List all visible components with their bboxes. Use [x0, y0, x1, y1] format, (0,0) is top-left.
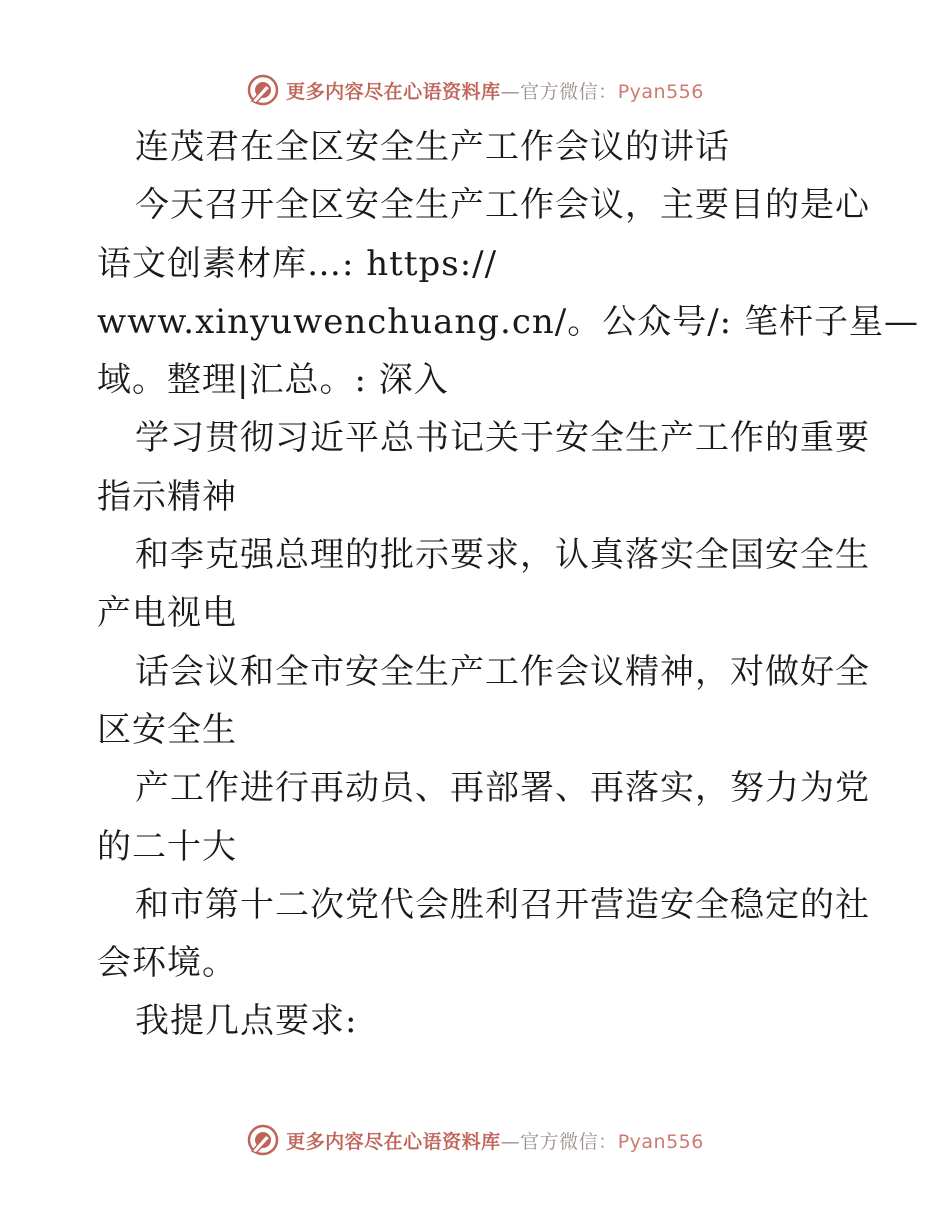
paragraph-line: 的二十大 [97, 826, 237, 867]
paragraph-line: 产电视电 [97, 593, 237, 634]
paragraph-line: www.xinyuwenchuang.cn/。公众号/: 笔杆子星— [97, 301, 919, 342]
document-title: 连茂君在全区安全生产工作会议的讲话 [135, 127, 730, 167]
paragraph-line: 指示精神 [97, 476, 237, 517]
paragraph-line: 区安全生 [97, 709, 237, 750]
footer-banner [0, 1120, 950, 1160]
banner-official-label: —官方微信： [500, 80, 618, 103]
header-banner [0, 70, 950, 110]
banner-text [286, 77, 704, 104]
paragraph-line: 我提几点要求: [135, 1001, 358, 1042]
paragraph-line: 今天召开全区安全生产工作会议，主要目的是心 [135, 185, 870, 226]
paragraph-line: 和市第十二次党代会胜利召开营造安全稳定的社 [135, 884, 870, 925]
paragraph-line: 语文创素材库…: https:// [97, 243, 498, 284]
paragraph-line: 话会议和全市安全生产工作会议精神，对做好全 [135, 651, 870, 692]
paragraph-line: 学习贯彻习近平总书记关于安全生产工作的重要 [135, 418, 870, 459]
paragraph-line: 和李克强总理的批示要求，认真落实全国安全生 [135, 535, 870, 576]
banner-wechat-handle: Pyan556 [617, 80, 704, 103]
paragraph-line: 域。整理|汇总。: 深入 [97, 360, 449, 401]
banner-official-label: —官方微信： [500, 1130, 618, 1153]
paragraph-line: 产工作进行再动员、再部署、再落实，努力为党 [135, 768, 870, 809]
banner-text [286, 1127, 704, 1154]
document-body [97, 118, 919, 1051]
pen-logo-icon [246, 1123, 280, 1157]
banner-main-text: 更多内容尽在心语资料库 [286, 80, 501, 103]
pen-logo-icon [246, 73, 280, 107]
banner-wechat-handle: Pyan556 [617, 1130, 704, 1153]
paragraph-line: 会环境。 [97, 943, 237, 984]
banner-main-text: 更多内容尽在心语资料库 [286, 1130, 501, 1153]
